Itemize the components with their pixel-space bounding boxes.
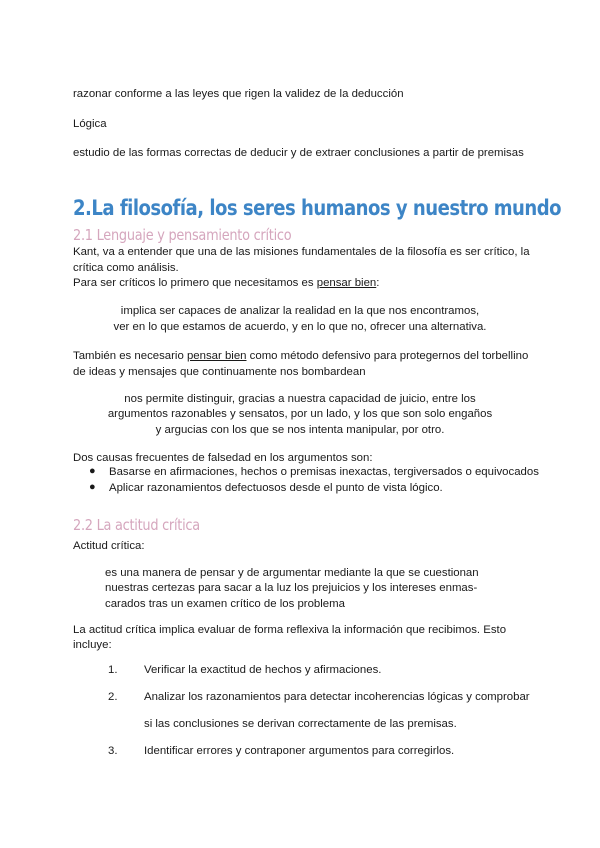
list-number: 3. [108,745,118,757]
paragraph-text: Para ser críticos lo primero que necesitamos es [73,277,317,289]
logic-term: Lógica [73,118,107,130]
quote-2-line-1: nos permite distinguir, gracias a nuestra capacidad de juicio, entre los [124,393,476,405]
list-number: 1. [108,664,118,676]
bullet-icon: ● [89,465,96,477]
evaluation-paragraph-line-2: incluye: [73,639,112,651]
section-title: 2.La filosofía, los seres humanos y nuestro mundo [73,196,562,220]
causes-intro: Dos causas frecuentes de falsedad en los argumentos son: [73,452,373,464]
paragraph-text: También es necesario [73,350,187,362]
quote-1-line-1: implica ser capaces de analizar la realidad en la que nos encontramos, [120,305,480,317]
evaluation-paragraph-line-1: La actitud crítica implica evaluar de forma reflexiva la información que recibimos. Esto [73,624,507,636]
logic-definition: estudio de las formas correctas de deducir y de extraer conclusiones a partir de premisas [73,147,524,159]
list-item: Identificar errores y contraponer argumentos para corregirlos. [144,745,455,757]
pensar-bien-paragraph [73,275,379,291]
list-item: Basarse en afirmaciones, hechos o premisas inexactas, tergiversados o equivocados [109,466,539,478]
list-item: Analizar los razonamientos para detectar incoherencias lógicas y comprobar [144,691,530,703]
list-item: Aplicar razonamientos defectuosos desde el punto de vista lógico. [109,482,443,494]
intro-line: razonar conforme a las leyes que rigen la validez de la deducción [73,88,404,100]
paragraph-text: : [376,277,380,289]
quote-1-line-2: ver en lo que estamos de acuerdo, y en lo que no, ofrecer una alternativa. [113,321,487,333]
definition-line-3: carados tras un examen crítico de los problema [105,598,345,610]
subsection-title-2-2: 2.2 La actitud crítica [73,516,200,534]
underlined-term: pensar bien [316,277,377,289]
list-item: Verificar la exactitud de hechos y afirmaciones. [144,664,382,676]
critical-attitude-label: Actitud crítica: [73,540,145,552]
quote-2-line-3: y argucias con los que se nos intenta manipular, por otro. [155,424,445,436]
list-item-continuation: si las conclusiones se derivan correctamente de las premisas. [144,718,457,730]
defensive-paragraph-line-1 [73,348,528,364]
definition-line-1: es una manera de pensar y de argumentar mediante la que se cuestionan [105,567,479,579]
kant-paragraph-line-1: Kant, va a entender que una de las misiones fundamentales de la filosofía es ser crítico, la [73,246,530,258]
quote-2-line-2: argumentos razonables y sensatos, por un lado, y los que son solo engaños [107,408,493,420]
kant-paragraph-line-2: crítica como análisis. [73,262,179,274]
list-number: 2. [108,691,118,703]
definition-line-2: nuestras certezas para sacar a la luz los prejuicios y los intereses enmas- [105,582,478,594]
paragraph-text: como método defensivo para protegernos del torbellino [246,350,529,362]
subsection-title-2-1: 2.1 Lenguaje y pensamiento crítico [73,226,292,244]
bullet-icon: ● [89,481,96,493]
defensive-paragraph-line-2: de ideas y mensajes que continuamente nos bombardean [73,366,366,378]
underlined-term: pensar bien [186,350,247,362]
